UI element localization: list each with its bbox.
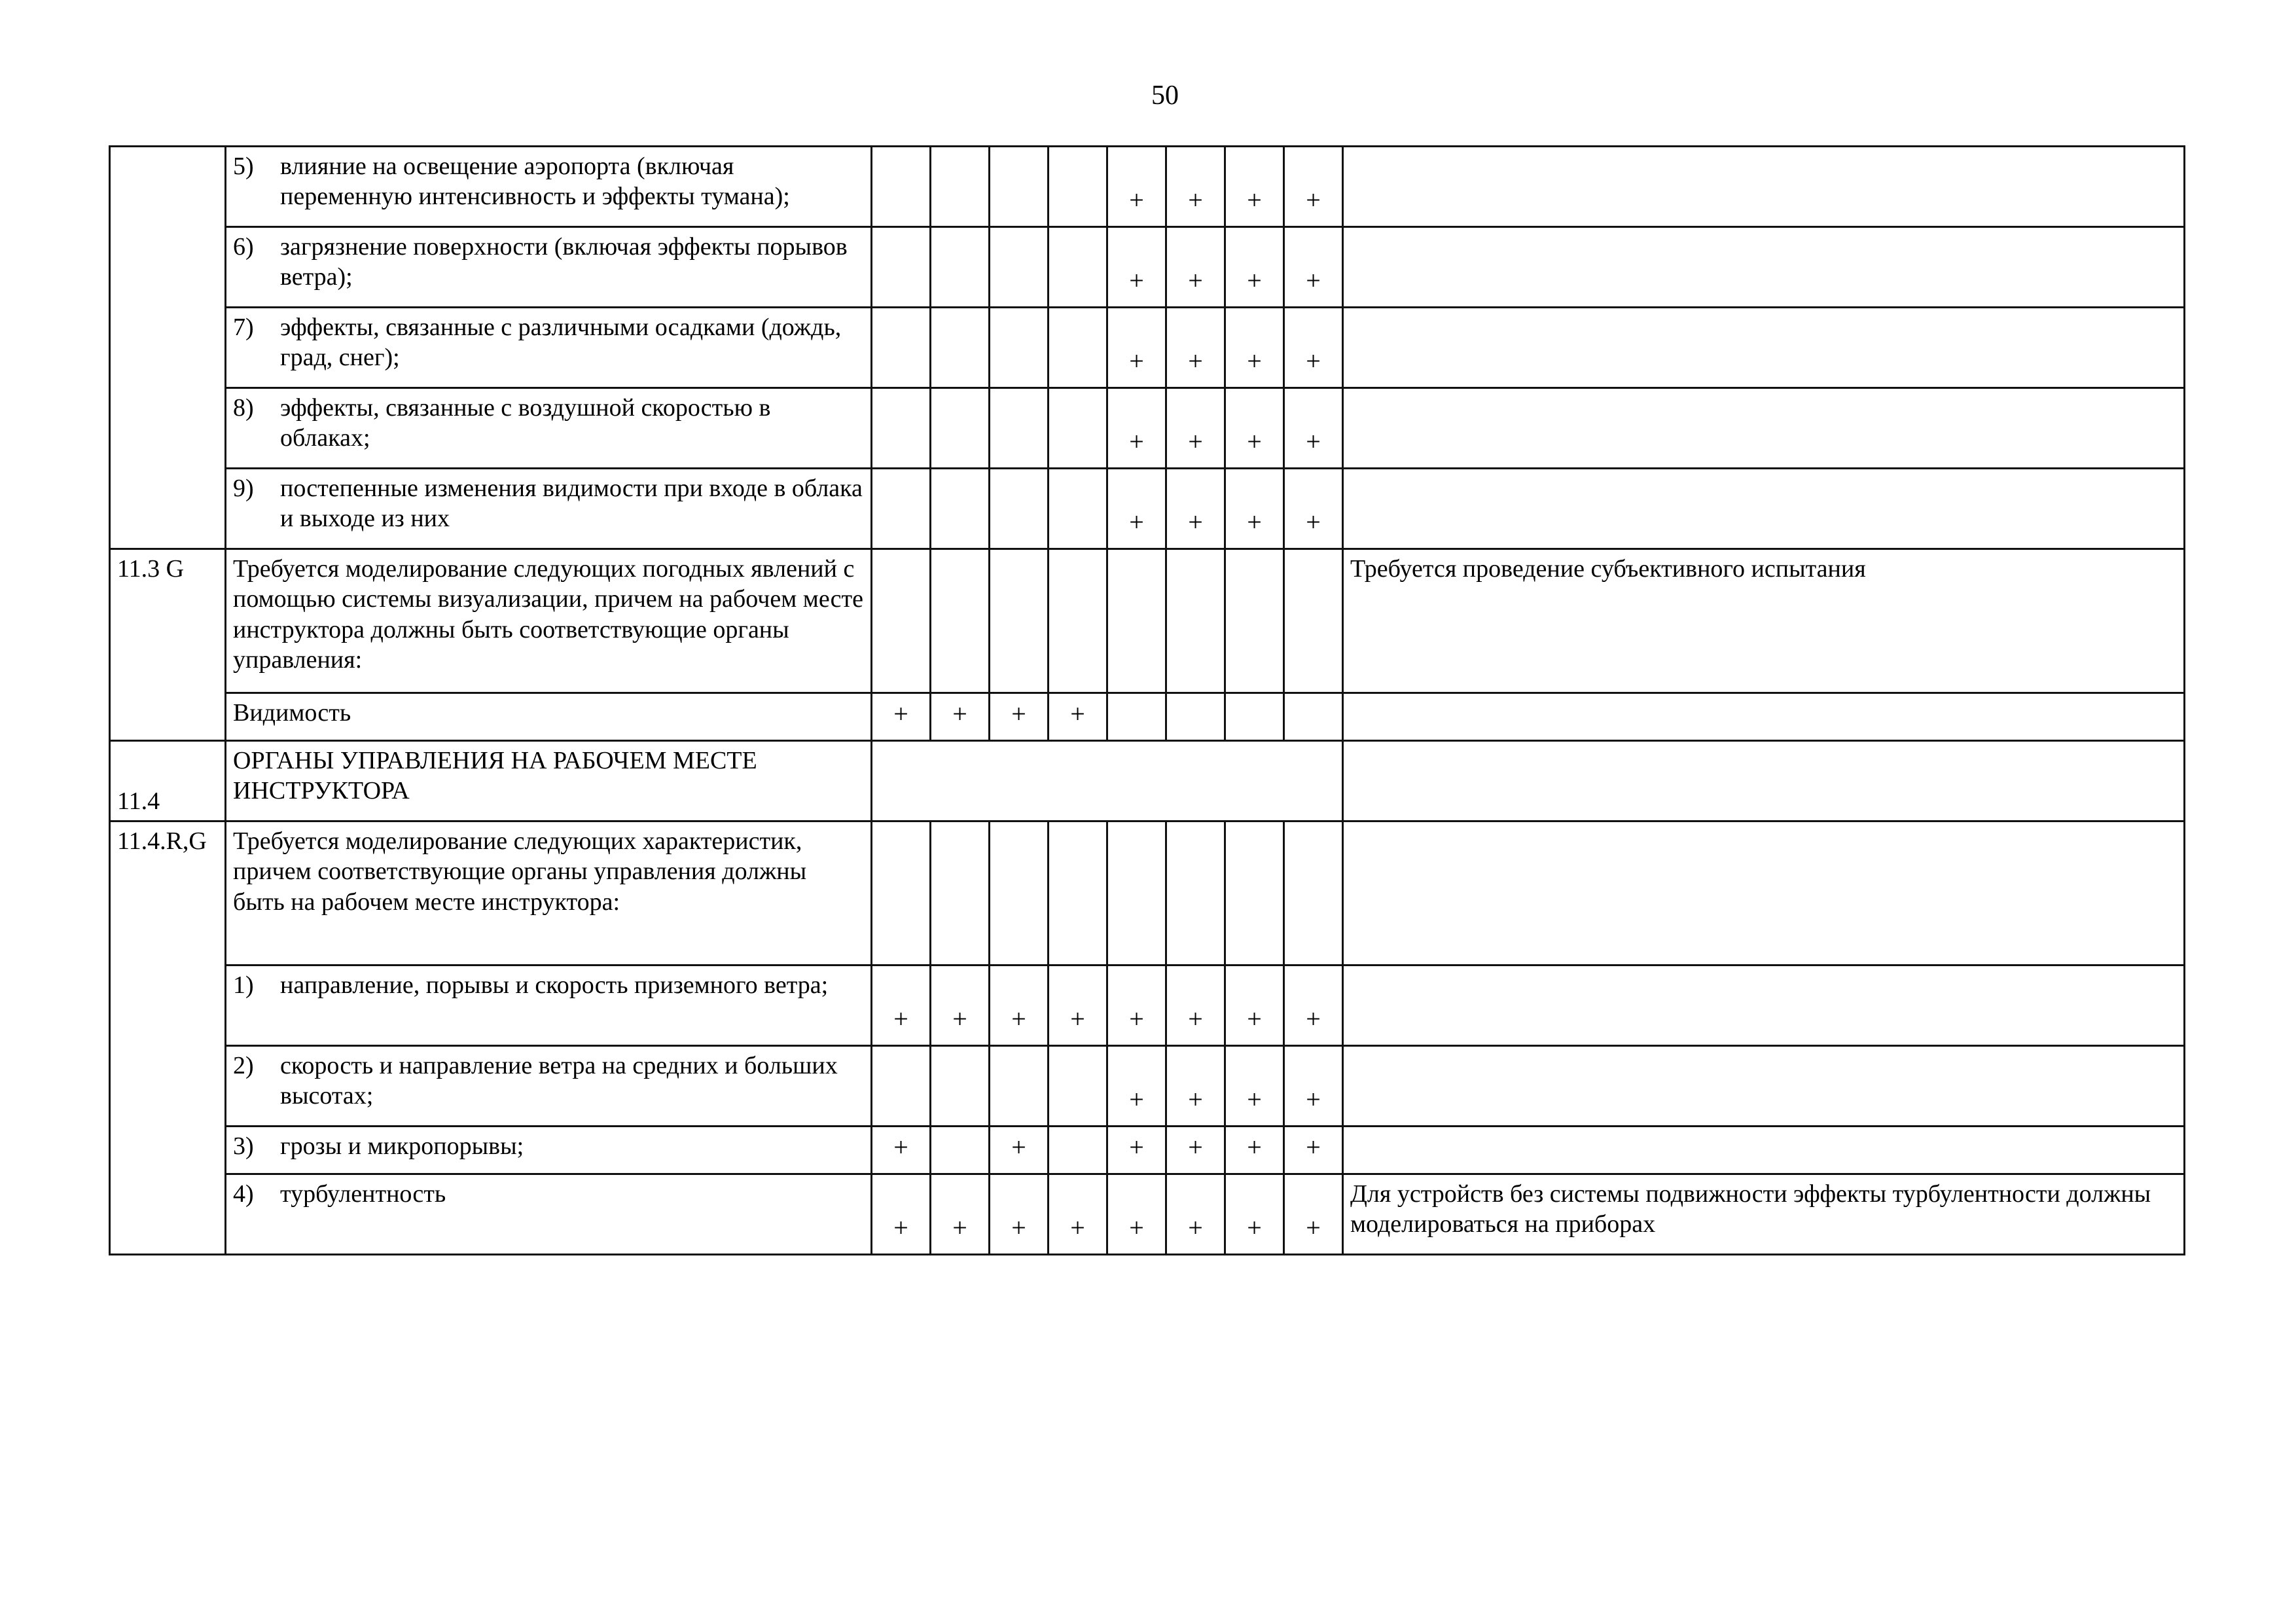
list-item — [233, 1131, 864, 1161]
applicability-mark: + — [931, 693, 990, 741]
item-number: 1) — [233, 971, 254, 999]
requirement-description — [226, 821, 872, 965]
applicability-mark: + — [1225, 227, 1284, 308]
applicability-mark — [1049, 469, 1107, 549]
requirement-description — [226, 549, 872, 693]
applicability-mark — [1049, 147, 1107, 227]
applicability-mark — [1166, 821, 1225, 965]
applicability-mark: + — [990, 1127, 1049, 1174]
applicability-mark — [1284, 821, 1343, 965]
applicability-mark: + — [990, 1174, 1049, 1255]
table-row — [110, 147, 2185, 227]
applicability-mark — [872, 227, 931, 308]
applicability-mark: + — [1225, 308, 1284, 388]
applicability-mark — [931, 1046, 990, 1127]
table-row — [110, 549, 2185, 693]
list-item — [233, 312, 864, 373]
requirement-description — [226, 693, 872, 741]
applicability-mark — [990, 549, 1049, 693]
item-text: турбулентность — [280, 1180, 446, 1208]
applicability-mark: + — [1049, 965, 1107, 1046]
applicability-mark — [872, 549, 931, 693]
applicability-mark: + — [1166, 308, 1225, 388]
applicability-mark: + — [1225, 1174, 1284, 1255]
test-note — [1343, 693, 2185, 741]
applicability-mark — [931, 1127, 990, 1174]
applicability-mark — [990, 821, 1049, 965]
applicability-mark: + — [990, 965, 1049, 1046]
requirement-text: ОРГАНЫ УПРАВЛЕНИЯ НА РАБОЧЕМ МЕСТЕ ИНСТРУКТОРА — [233, 747, 757, 805]
applicability-mark: + — [1225, 388, 1284, 469]
applicability-mark — [1049, 549, 1107, 693]
applicability-mark — [1284, 693, 1343, 741]
applicability-mark: + — [1166, 1046, 1225, 1127]
applicability-mark — [990, 469, 1049, 549]
item-text: загрязнение поверхности (включая эффекты порывов ветра); — [280, 233, 848, 291]
item-text: влияние на освещение аэропорта (включая переменную интенсивность и эффекты тумана); — [280, 153, 790, 211]
applicability-mark: + — [1166, 147, 1225, 227]
applicability-mark — [931, 308, 990, 388]
requirement-description — [226, 308, 872, 388]
applicability-mark: + — [1166, 1127, 1225, 1174]
table-row — [110, 741, 2185, 821]
item-text: скорость и направление ветра на средних и больших высотах; — [280, 1052, 838, 1110]
table-row — [110, 821, 2185, 965]
applicability-mark: + — [1166, 469, 1225, 549]
applicability-mark: + — [1284, 308, 1343, 388]
applicability-mark — [1049, 227, 1107, 308]
item-number: 7) — [233, 314, 254, 341]
item-number: 4) — [233, 1180, 254, 1208]
applicability-mark: + — [1049, 693, 1107, 741]
requirement-description — [226, 227, 872, 308]
applicability-mark: + — [1284, 1127, 1343, 1174]
applicability-mark: + — [872, 1127, 931, 1174]
item-text: направление, порывы и скорость приземного ветра; — [280, 971, 829, 999]
item-text: эффекты, связанные с воздушной скоростью в облаках; — [280, 394, 771, 452]
table-row — [110, 227, 2185, 308]
applicability-mark: + — [1225, 469, 1284, 549]
applicability-mark — [872, 1046, 931, 1127]
applicability-mark — [990, 388, 1049, 469]
applicability-mark: + — [1284, 227, 1343, 308]
applicability-mark: + — [1225, 1127, 1284, 1174]
applicability-mark — [990, 147, 1049, 227]
list-item — [233, 232, 864, 293]
table-row — [110, 693, 2185, 741]
applicability-mark — [1166, 549, 1225, 693]
applicability-mark — [1049, 388, 1107, 469]
applicability-mark: + — [1284, 1174, 1343, 1255]
applicability-mark: + — [931, 1174, 990, 1255]
applicability-mark — [931, 227, 990, 308]
applicability-mark — [1225, 693, 1284, 741]
applicability-mark: + — [1049, 1174, 1107, 1255]
applicability-mark — [931, 549, 990, 693]
list-item — [233, 1051, 864, 1111]
test-note — [1343, 1046, 2185, 1127]
table-row — [110, 308, 2185, 388]
applicability-mark: + — [1284, 965, 1343, 1046]
requirements-table — [109, 145, 2185, 1255]
item-number: 2) — [233, 1052, 254, 1079]
applicability-mark: + — [872, 1174, 931, 1255]
applicability-mark: + — [1107, 1127, 1166, 1174]
test-note — [1343, 388, 2185, 469]
test-note — [1343, 741, 2185, 821]
table-row — [110, 1127, 2185, 1174]
applicability-mark: + — [1166, 965, 1225, 1046]
test-note — [1343, 147, 2185, 227]
applicability-mark — [1049, 1127, 1107, 1174]
requirement-description — [226, 965, 872, 1046]
item-text: грозы и микропорывы; — [280, 1132, 524, 1160]
list-item — [233, 473, 864, 534]
item-number: 5) — [233, 153, 254, 180]
applicability-mark — [1049, 821, 1107, 965]
requirement-text: Требуется моделирование следующих погодных явлений с помощью системы визуализации, причем на рабочем месте инструктора должны быть соответствующие органы управления: — [233, 555, 863, 674]
test-note — [1343, 469, 2185, 549]
merged-marks-cell — [872, 741, 1343, 821]
applicability-mark — [872, 308, 931, 388]
requirement-text: Требуется моделирование следующих характеристик, причем соответствующие органы управления должны быть на рабочем месте инструктора: — [233, 827, 807, 916]
item-number: 9) — [233, 475, 254, 502]
test-note — [1343, 821, 2185, 965]
requirement-description — [226, 1174, 872, 1255]
table-row — [110, 388, 2185, 469]
applicability-mark: + — [1166, 1174, 1225, 1255]
list-item — [233, 151, 864, 212]
applicability-mark: + — [1107, 1046, 1166, 1127]
applicability-mark: + — [990, 693, 1049, 741]
requirement-description — [226, 147, 872, 227]
applicability-mark: + — [1107, 147, 1166, 227]
list-item — [233, 393, 864, 454]
applicability-mark: + — [1284, 1046, 1343, 1127]
applicability-mark: + — [1107, 469, 1166, 549]
page-number: 50 — [1151, 81, 1179, 111]
applicability-mark — [1049, 308, 1107, 388]
applicability-mark: + — [931, 965, 990, 1046]
test-note: Для устройств без системы подвижности эффекты турбулентности должны моделироваться на приборах — [1343, 1174, 2185, 1255]
item-text: постепенные изменения видимости при входе в облака и выходе из них — [280, 475, 863, 533]
applicability-mark: + — [1225, 965, 1284, 1046]
test-note — [1343, 965, 2185, 1046]
applicability-mark — [872, 388, 931, 469]
applicability-mark — [1107, 693, 1166, 741]
list-item — [233, 970, 864, 1000]
applicability-mark: + — [1284, 147, 1343, 227]
table-row — [110, 469, 2185, 549]
applicability-mark — [1225, 821, 1284, 965]
section-code: 11.3 G — [110, 549, 226, 741]
requirement-description — [226, 1046, 872, 1127]
test-note: Требуется проведение субъективного испытания — [1343, 549, 2185, 693]
applicability-mark: + — [1166, 227, 1225, 308]
applicability-mark — [872, 821, 931, 965]
table-row — [110, 965, 2185, 1046]
test-note — [1343, 1127, 2185, 1174]
applicability-mark — [1107, 821, 1166, 965]
applicability-mark — [990, 227, 1049, 308]
applicability-mark — [1049, 1046, 1107, 1127]
applicability-mark: + — [1107, 1174, 1166, 1255]
applicability-mark: + — [1107, 308, 1166, 388]
section-code — [110, 147, 226, 549]
applicability-mark — [872, 469, 931, 549]
section-code: 11.4 — [110, 741, 226, 821]
item-number: 3) — [233, 1132, 254, 1160]
item-text: эффекты, связанные с различными осадками (дождь, град, снег); — [280, 314, 842, 372]
applicability-mark: + — [1107, 227, 1166, 308]
applicability-mark — [990, 1046, 1049, 1127]
requirement-description — [226, 469, 872, 549]
applicability-mark — [1225, 549, 1284, 693]
requirement-description — [226, 388, 872, 469]
table-row — [110, 1046, 2185, 1127]
list-item — [233, 1179, 864, 1209]
applicability-mark: + — [1166, 388, 1225, 469]
test-note — [1343, 227, 2185, 308]
requirement-description — [226, 741, 872, 821]
applicability-mark: + — [1284, 388, 1343, 469]
applicability-mark — [872, 147, 931, 227]
applicability-mark: + — [1107, 965, 1166, 1046]
section-code: 11.4.R,G — [110, 821, 226, 1255]
table-body — [110, 147, 2185, 1255]
test-note — [1343, 308, 2185, 388]
applicability-mark: + — [1225, 1046, 1284, 1127]
applicability-mark — [1284, 549, 1343, 693]
applicability-mark — [1107, 549, 1166, 693]
item-number: 8) — [233, 394, 254, 422]
applicability-mark — [931, 147, 990, 227]
item-number: 6) — [233, 233, 254, 261]
requirement-text: Видимость — [233, 699, 351, 727]
applicability-mark: + — [1284, 469, 1343, 549]
applicability-mark — [931, 469, 990, 549]
applicability-mark: + — [1225, 147, 1284, 227]
applicability-mark — [990, 308, 1049, 388]
table-row — [110, 1174, 2185, 1255]
applicability-mark: + — [872, 965, 931, 1046]
applicability-mark — [931, 388, 990, 469]
applicability-mark: + — [1107, 388, 1166, 469]
applicability-mark — [1166, 693, 1225, 741]
requirement-description — [226, 1127, 872, 1174]
applicability-mark — [931, 821, 990, 965]
applicability-mark: + — [872, 693, 931, 741]
